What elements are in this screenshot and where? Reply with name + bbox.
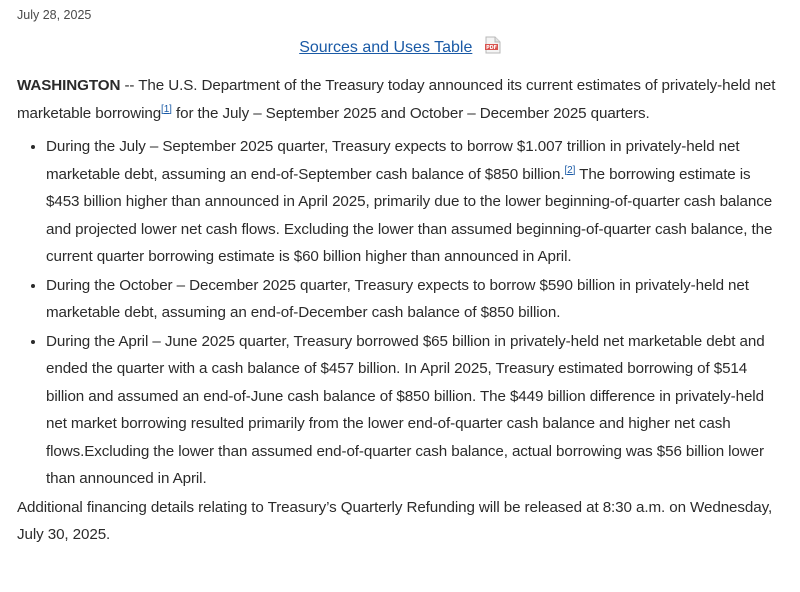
lead-text-cont: for the July – September 2025 and October – December 2025 quarters. — [171, 104, 650, 122]
sources-and-uses-table-link[interactable]: Sources and Uses Table — [299, 39, 473, 56]
press-release-body — [17, 72, 787, 549]
bullet-text: During the April – June 2025 quarter, Treasury borrowed $65 billion in privately-held net marketable debt and ended the quarter with a cash balance of $457 billion. In April 2025, Treasury estimated borrowing of $514 billion and assumed an end-of-June cash balance of $850 billion. The $449 billion difference in privately-held net market borrowing resulted primarily from the lower end-of-quarter cash balance and higher net cash flows.Excluding the lower than assumed end-of-quarter cash balance, actual borrowing was $56 billion lower than announced in April. — [46, 332, 765, 487]
bullet-text: During the October – December 2025 quarter, Treasury expects to borrow $590 billion in privately-held net marketable debt, assuming an end-of-December cash balance of $850 billion. — [46, 276, 749, 321]
footnote-link-1[interactable]: [1] — [161, 103, 172, 115]
closing-paragraph: Additional financing details relating to Treasury’s Quarterly Refunding will be released at 8:30 a.m. on Wednesday, July 30, 2025. — [17, 498, 773, 543]
lead-text: -- The U.S. Department of the Treasury today announced its current estimates of privately-held net marketable borrowing — [17, 77, 776, 122]
bullet-jul-sep-2025 — [46, 133, 787, 271]
dateline: WASHINGTON — [17, 77, 121, 94]
footnote-ref-1 — [161, 104, 172, 115]
bullet-apr-jun-2025 — [46, 328, 787, 493]
footnote-ref-2 — [564, 165, 575, 176]
bullet-text: During the July – September 2025 quarter, Treasury expects to borrow $1.007 trillion in privately-held net marketable debt, assuming an end-of-September cash balance of $850 billion. — [46, 138, 740, 183]
borrowing-estimates-list — [17, 133, 787, 493]
bullet-text-cont: The borrowing estimate is $453 billion higher than announced in April 2025, primarily due to the lower beginning-of-quarter cash balance and projected lower net cash flows. Excluding the lower than assumed beginning-of-quarter cash balance, the current quarter borrowing estimate is $60 billion higher than announced in April. — [46, 165, 773, 265]
press-release-date: July 28, 2025 — [17, 8, 92, 22]
footnote-link-2[interactable]: [2] — [564, 164, 576, 176]
sources-and-uses-row — [0, 36, 800, 60]
svg-text:PDF: PDF — [485, 45, 497, 51]
pdf-file-icon[interactable] — [485, 36, 501, 60]
lead-paragraph — [17, 72, 787, 127]
bullet-oct-dec-2025 — [46, 272, 787, 327]
